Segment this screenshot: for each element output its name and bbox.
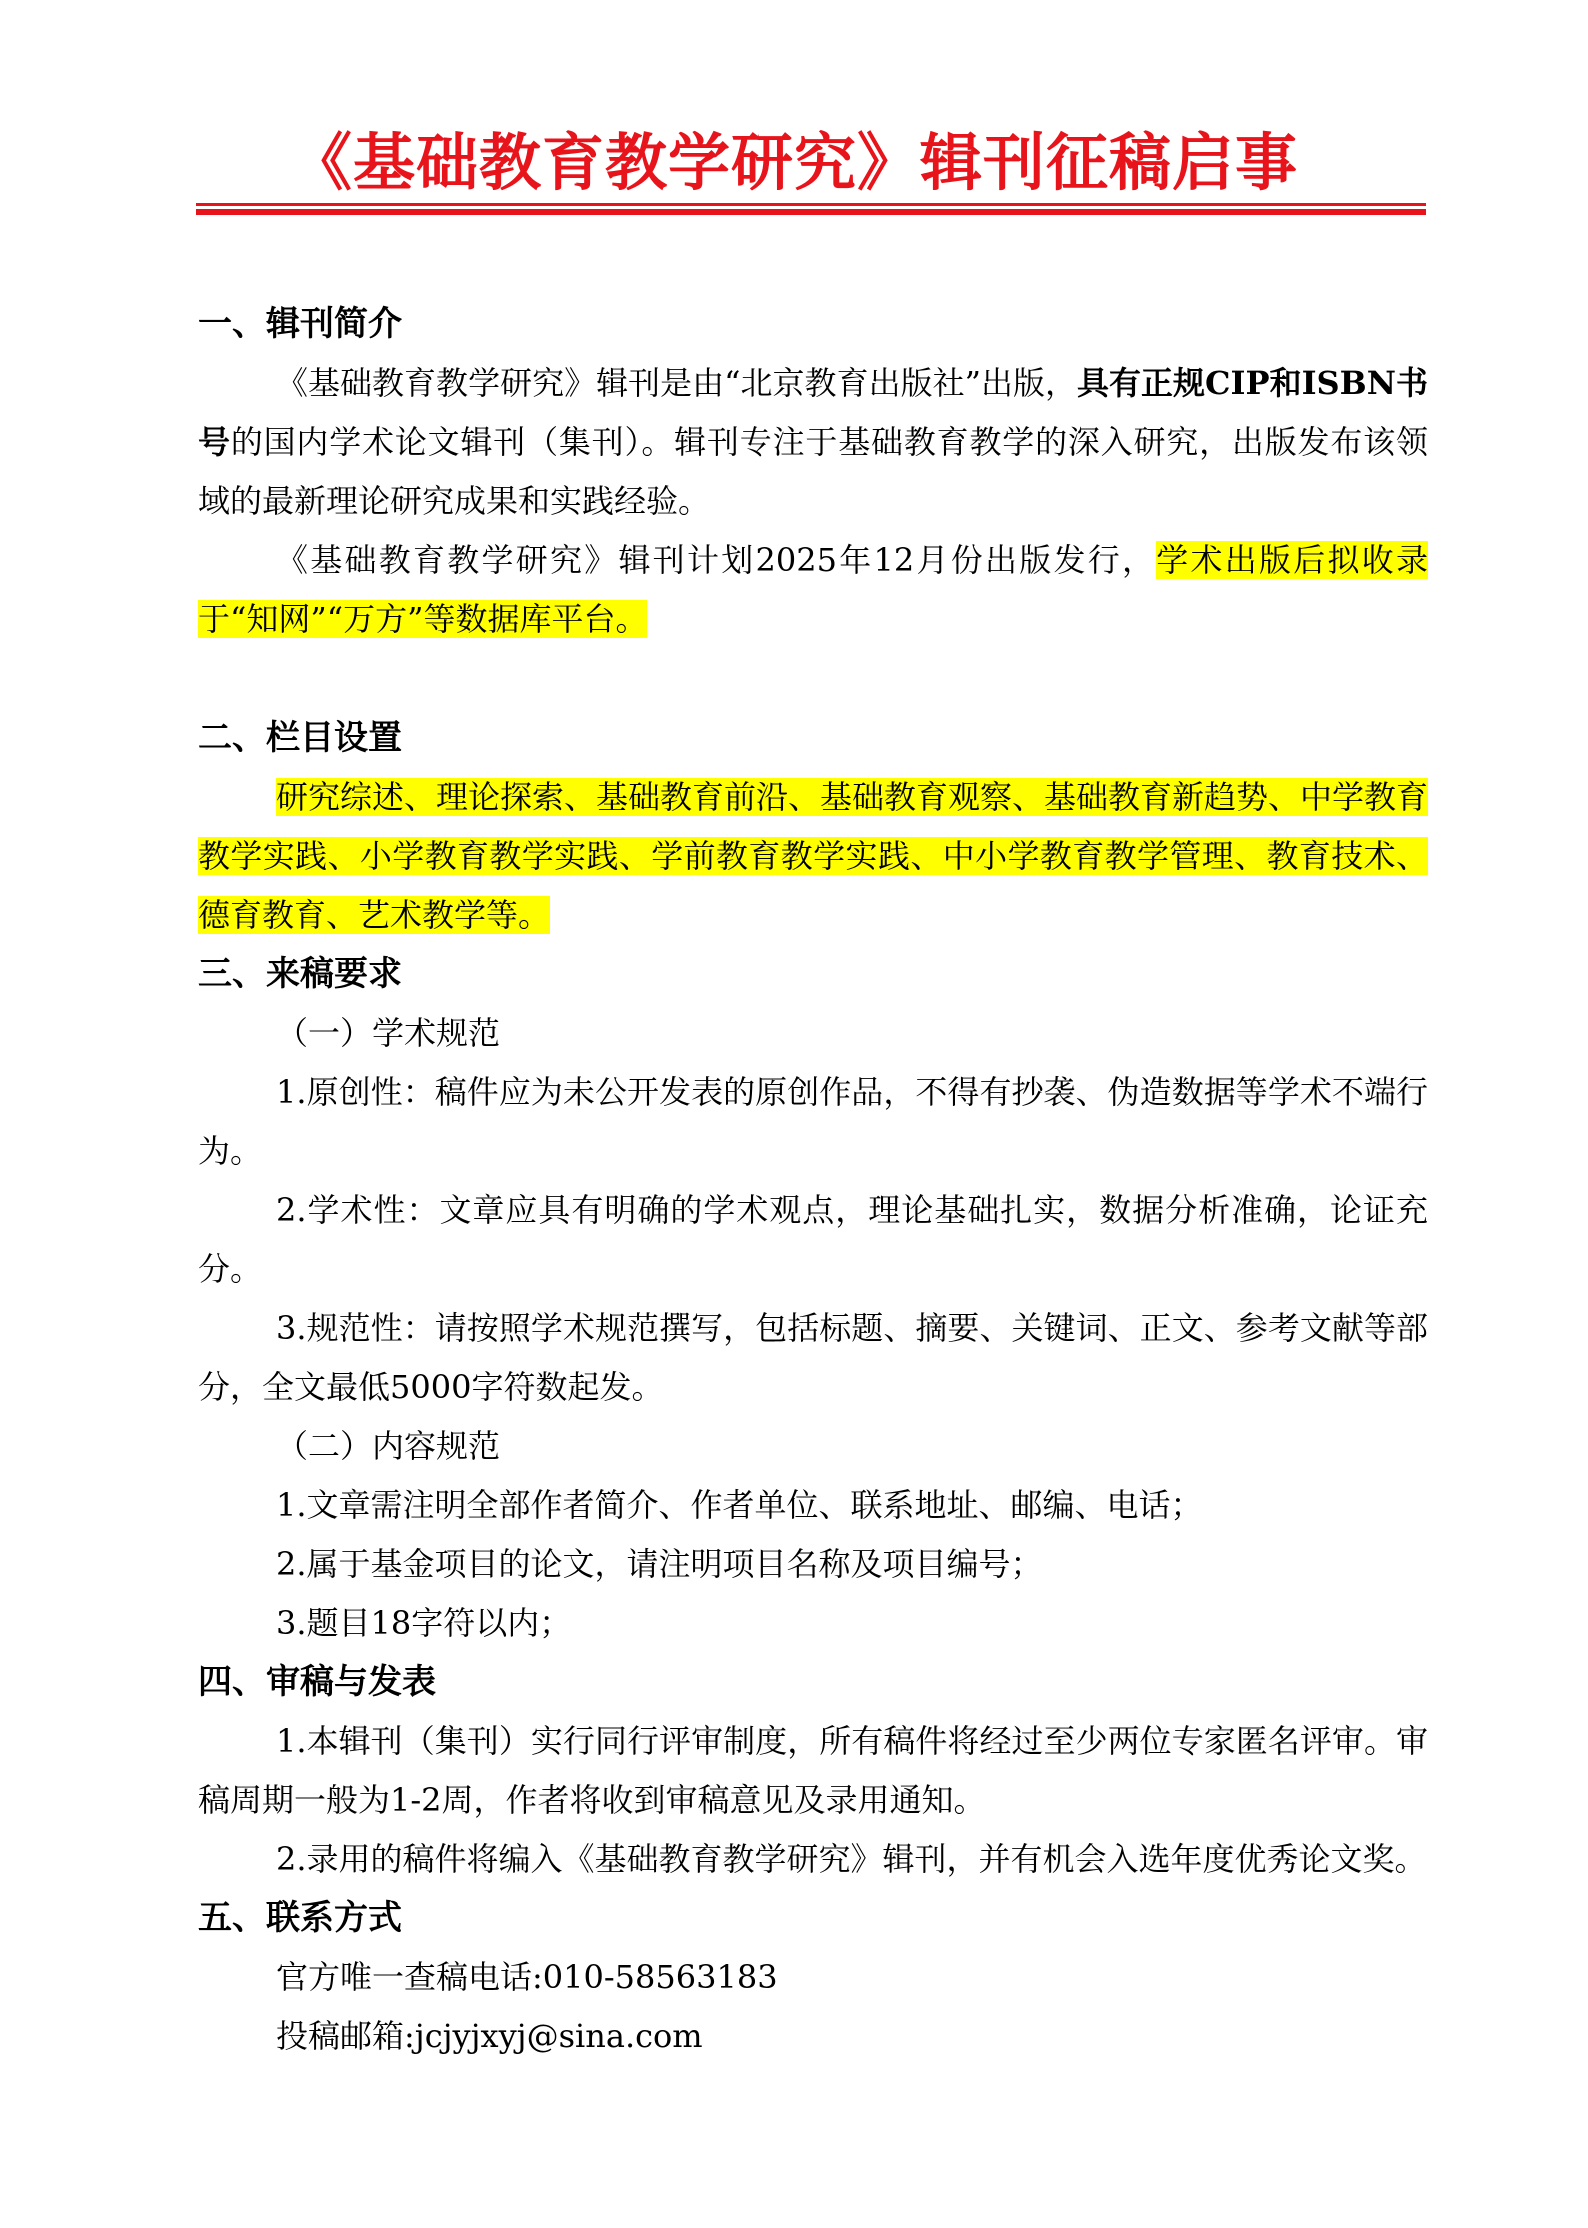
content-item-authors: 1.文章需注明全部作者简介、作者单位、联系地址、邮编、电话；: [276, 1486, 1203, 1524]
page-title: 《基础教育教学研究》辑刊征稿启事: [289, 126, 1298, 199]
section-heading-requirements: 三、来稿要求: [198, 954, 402, 994]
req-item-academic: 2.学术性：文章应具有明确的学术观点，理论基础扎实，数据分析准确，论证充分。: [198, 1191, 1428, 1288]
content-item-fund: 2.属于基金项目的论文，请注明项目名称及项目编号；: [276, 1545, 1043, 1583]
columns-paragraph: [198, 768, 1428, 945]
subheading-content: （二）内容规范: [276, 1427, 501, 1465]
review-item-peer: 1.本辑刊（集刊）实行同行评审制度，所有稿件将经过至少两位专家匿名评审。审稿周期一般为1-2周，作者将收到审稿意见及录用通知。: [198, 1722, 1428, 1819]
section-heading-review: 四、审稿与发表: [198, 1662, 436, 1702]
section-heading-intro: 一、辑刊简介: [198, 304, 402, 344]
document-body: [198, 295, 1428, 2066]
section-heading-columns: 二、栏目设置: [198, 718, 402, 758]
req-item-format: 3.规范性：请按照学术规范撰写，包括标题、摘要、关键词、正文、参考文献等部分，全文最低5000字符数起发。: [198, 1309, 1428, 1406]
contact-phone: 官方唯一查稿电话:010-58563183: [276, 1958, 778, 1996]
section-heading-contact: 五、联系方式: [198, 1898, 402, 1938]
contact-email: 投稿邮箱:jcjyjxyj@sina.com: [276, 2017, 703, 2055]
content-item-title: 3.题目18字符以内；: [276, 1604, 572, 1642]
title-divider-thin: [196, 203, 1426, 206]
intro-text-a: 《基础教育教学研究》辑刊是由“北京教育出版社”出版，: [276, 364, 1078, 402]
intro-text-bold: 具有正规CIP和ISBN书号: [198, 364, 1428, 461]
intro-highlight: 学术出版后拟收录于“知网”“万方”等数据库平台。: [198, 541, 1428, 638]
req-item-originality: 1.原创性：稿件应为未公开发表的原创作品，不得有抄袭、伪造数据等学术不端行为。: [198, 1073, 1428, 1170]
intro-text-b: 的国内学术论文辑刊（集刊）。辑刊专注于基础教育教学的深入研究，出版发布该领域的最新理论研究成果和实践经验。: [198, 423, 1428, 520]
columns-highlight: 研究综述、理论探索、基础教育前沿、基础教育观察、基础教育新趋势、中学教育教学实践、小学教育教学实践、学前教育教学实践、中小学教育教学管理、教育技术、德育教育、艺术教学等。: [198, 778, 1429, 934]
intro-paragraph-1: [198, 354, 1428, 531]
review-item-publish: 2.录用的稿件将编入《基础教育教学研究》辑刊，并有机会入选年度优秀论文奖。: [276, 1840, 1427, 1878]
subheading-academic: （一）学术规范: [276, 1014, 501, 1052]
title-divider-thick: [196, 209, 1426, 215]
intro-text-c: 《基础教育教学研究》辑刊计划2025年12月份出版发行，: [276, 541, 1157, 579]
intro-paragraph-2: [198, 531, 1428, 649]
